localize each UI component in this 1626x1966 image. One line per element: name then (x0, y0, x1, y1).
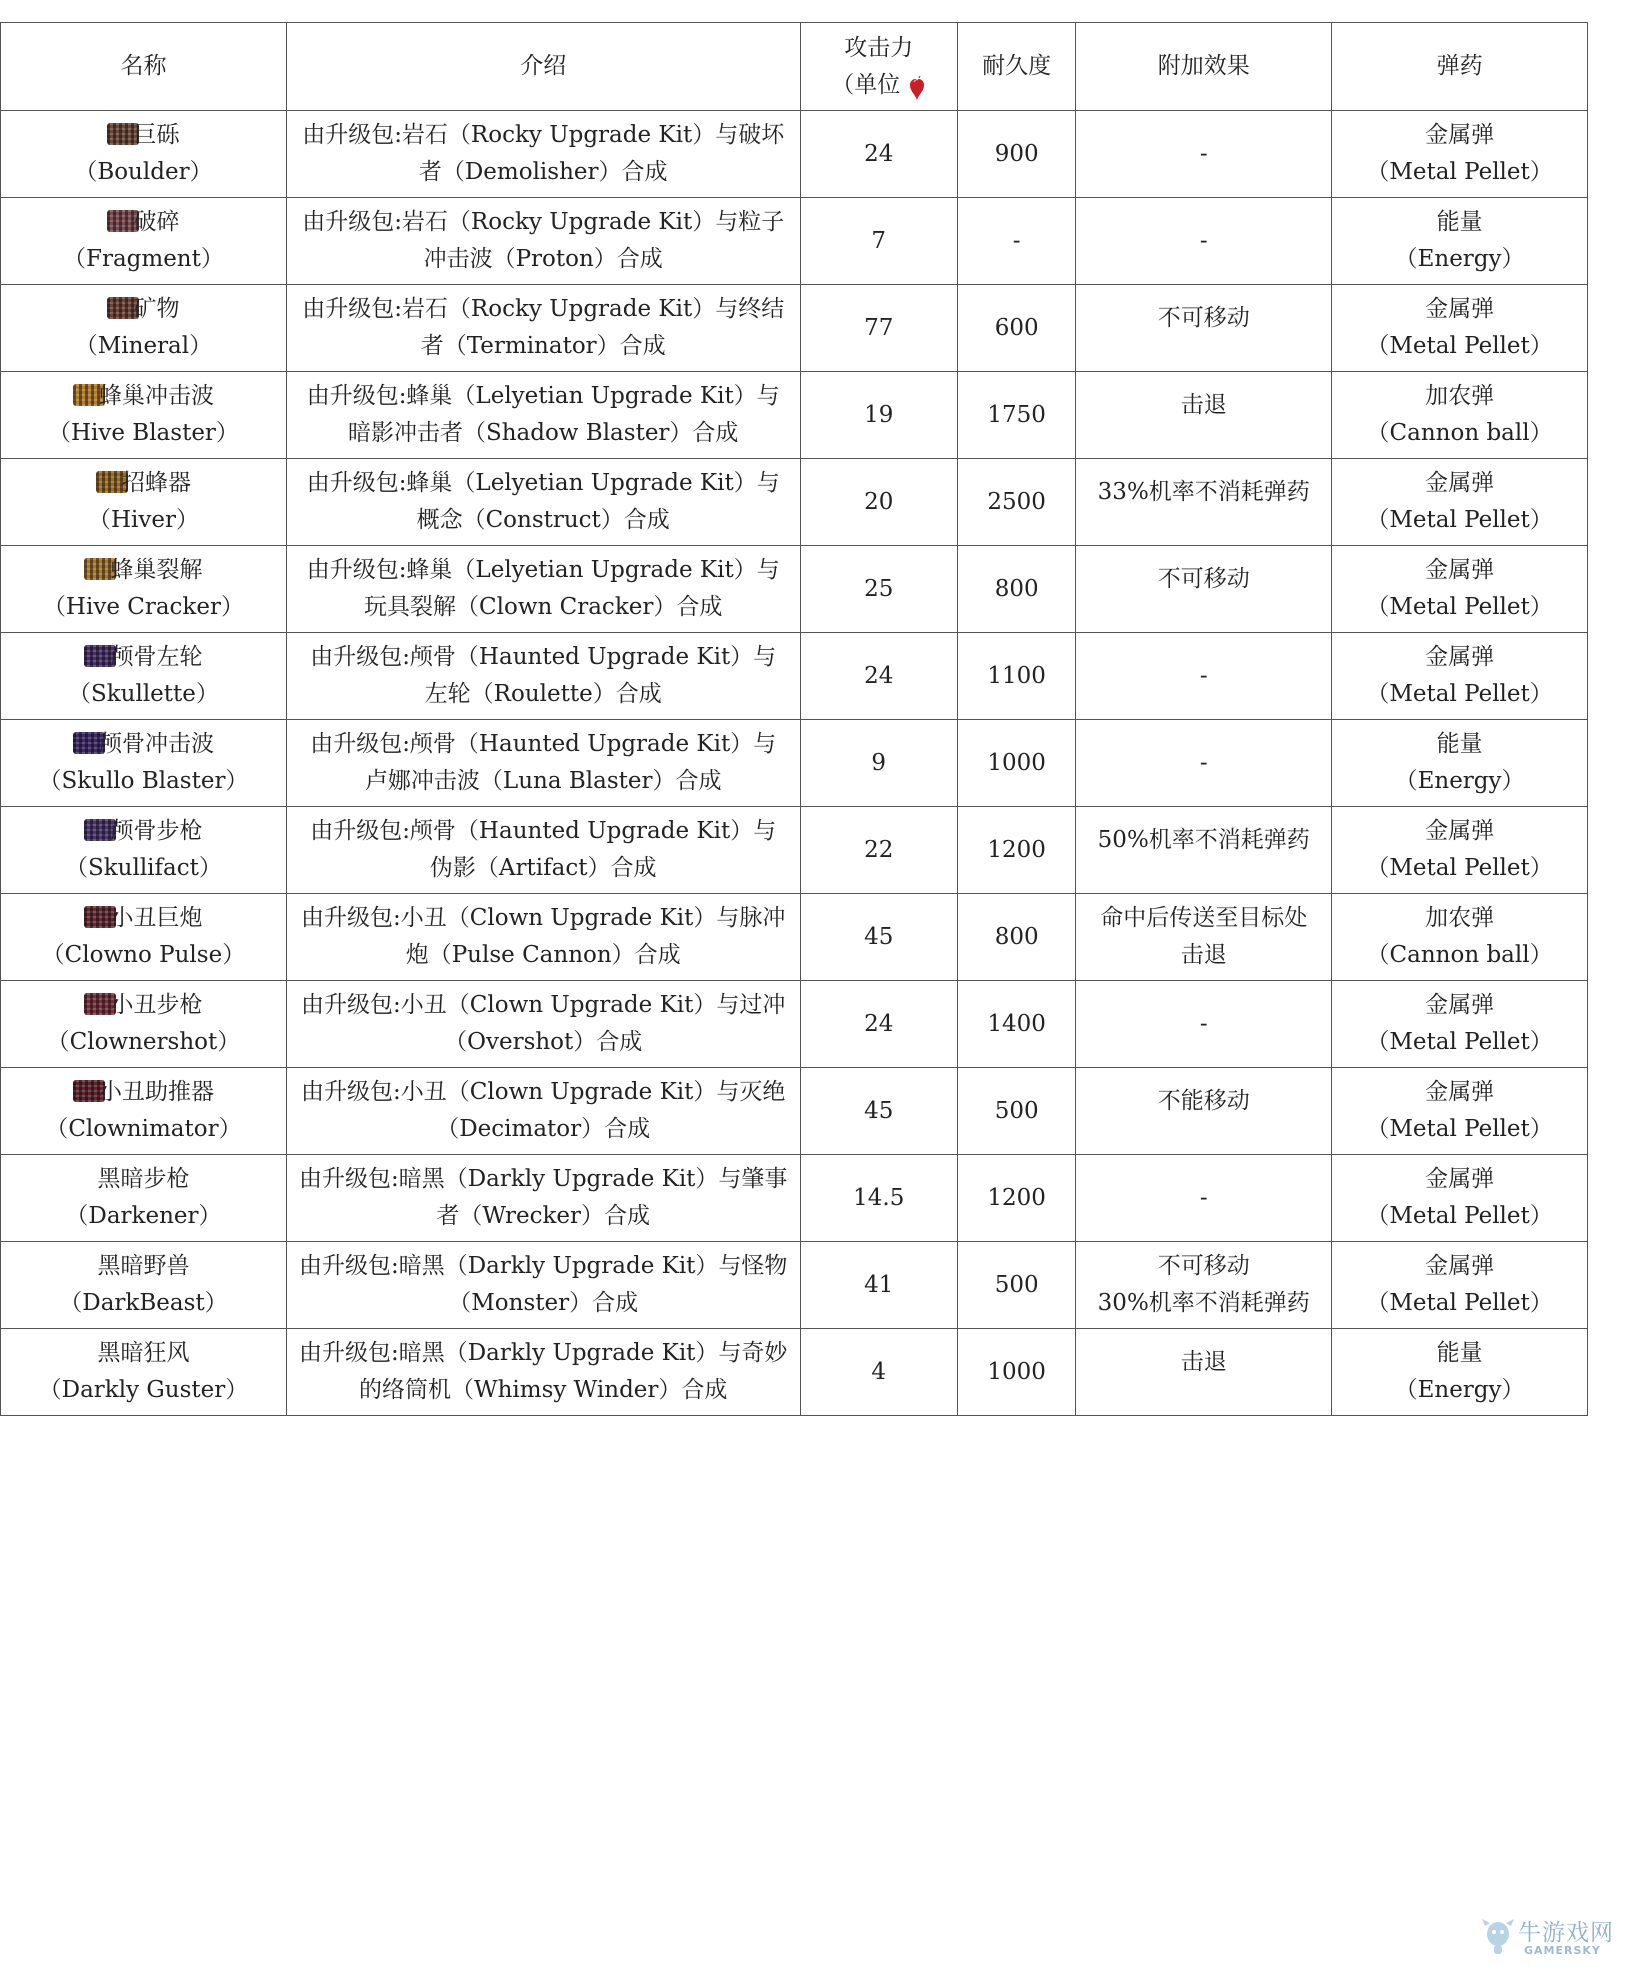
cell-desc: 由升级包:颅骨（Haunted Upgrade Kit）与伪影（Artifact）合成 (286, 807, 800, 894)
effect-line: 30%机率不消耗弹药 (1097, 1290, 1310, 1316)
ammo-cn: 加农弹 (1425, 383, 1495, 409)
cell-effect (1076, 285, 1332, 372)
name-cn: 蜂巢裂解 (110, 557, 203, 583)
ammo-cn: 金属弹 (1425, 296, 1495, 322)
cell-desc: 由升级包:小丑（Clown Upgrade Kit）与过冲（Overshot）合成 (286, 981, 800, 1068)
cell-name (1, 981, 287, 1068)
ammo-en: （Metal Pellet） (1366, 1290, 1553, 1316)
cell-durability: 500 (957, 1242, 1075, 1329)
ammo-en: （Metal Pellet） (1366, 855, 1553, 881)
name-cn: 小丑助推器 (98, 1079, 214, 1105)
header-row (1, 23, 1588, 111)
cell-name (1, 720, 287, 807)
name-cn: 蜂巢冲击波 (98, 383, 214, 409)
cell-name (1, 459, 287, 546)
name-cn: 招蜂器 (121, 470, 191, 496)
header-attack-line2 (809, 67, 949, 104)
cell-desc: 由升级包:蜂巢（Lelyetian Upgrade Kit）与玩具裂解（Clown Cracker）合成 (286, 546, 800, 633)
cell-effect (1076, 459, 1332, 546)
cell-effect (1076, 372, 1332, 459)
ammo-en: （Energy） (1394, 246, 1525, 272)
cell-ammo (1332, 1155, 1588, 1242)
cell-durability: 2500 (957, 459, 1075, 546)
ammo-en: （Energy） (1394, 768, 1525, 794)
cell-effect (1076, 1242, 1332, 1329)
effect-line: - (1199, 140, 1208, 167)
cell-ammo (1332, 807, 1588, 894)
cell-ammo (1332, 633, 1588, 720)
ammo-en: （Metal Pellet） (1366, 333, 1553, 359)
ammo-cn: 金属弹 (1425, 557, 1495, 583)
cell-durability: 1000 (957, 1329, 1075, 1416)
ammo-cn: 金属弹 (1425, 1253, 1495, 1279)
table-row (1, 894, 1588, 981)
watermark (1480, 1912, 1620, 1962)
cell-name (1, 1329, 287, 1416)
cell-desc: 由升级包:颅骨（Haunted Upgrade Kit）与卢娜冲击波（Luna Blaster）合成 (286, 720, 800, 807)
ammo-en: （Cannon ball） (1366, 942, 1553, 968)
ammo-cn: 金属弹 (1425, 122, 1495, 148)
cell-name (1, 894, 287, 981)
cell-durability: 900 (957, 111, 1075, 198)
table-row (1, 546, 1588, 633)
cell-name (1, 111, 287, 198)
table-row (1, 633, 1588, 720)
ammo-en: （Metal Pellet） (1366, 507, 1553, 533)
name-line (9, 1074, 278, 1111)
cell-name (1, 198, 287, 285)
cell-desc: 由升级包:岩石（Rocky Upgrade Kit）与破坏者（Demolisher）合成 (286, 111, 800, 198)
cell-attack: 45 (800, 894, 957, 981)
effect-line: 不可移动 (1157, 304, 1250, 331)
effect-line: 命中后传送至目标处 (1100, 905, 1308, 931)
cell-ammo (1332, 1068, 1588, 1155)
name-en: （Skullifact） (64, 855, 222, 881)
name-line (9, 1248, 278, 1285)
name-cn: 颅骨步枪 (110, 818, 203, 844)
ammo-en: （Metal Pellet） (1366, 159, 1553, 185)
name-line (9, 117, 278, 154)
effect-line: 击退 (1180, 1348, 1227, 1375)
ammo-en: （Metal Pellet） (1366, 1029, 1553, 1055)
name-cn: 黑暗野兽 (97, 1253, 190, 1279)
ammo-cn: 加农弹 (1425, 905, 1495, 931)
name-en: （Skullo Blaster） (38, 768, 249, 794)
cell-durability: 1750 (957, 372, 1075, 459)
cell-attack: 41 (800, 1242, 957, 1329)
table-row (1, 1329, 1588, 1416)
ammo-en: （Metal Pellet） (1366, 594, 1553, 620)
cell-desc: 由升级包:岩石（Rocky Upgrade Kit）与粒子冲击波（Proton）合成 (286, 198, 800, 285)
ammo-cn: 金属弹 (1425, 818, 1495, 844)
effect-line: - (1199, 662, 1208, 689)
name-en: （Mineral） (74, 333, 213, 359)
ammo-cn: 金属弹 (1425, 470, 1495, 496)
cell-durability: 1000 (957, 720, 1075, 807)
name-cn: 矿物 (133, 296, 180, 322)
cell-durability: 500 (957, 1068, 1075, 1155)
ammo-cn: 能量 (1436, 209, 1483, 235)
cell-attack: 24 (800, 111, 957, 198)
name-en: （Hive Cracker） (42, 594, 244, 620)
cell-name (1, 633, 287, 720)
name-line (9, 465, 278, 502)
cell-name (1, 1068, 287, 1155)
effect-line: 不能移动 (1157, 1087, 1250, 1114)
cell-desc: 由升级包:暗黑（Darkly Upgrade Kit）与肇事者（Wrecker）合成 (286, 1155, 800, 1242)
name-line (9, 1335, 278, 1372)
name-en: （Clownershot） (46, 1029, 241, 1055)
name-line (9, 552, 278, 589)
effect-line: 不可移动 (1157, 1253, 1250, 1279)
name-en: （Boulder） (74, 159, 213, 185)
table-row (1, 198, 1588, 285)
name-line (9, 204, 278, 241)
table-row (1, 285, 1588, 372)
name-line (9, 813, 278, 850)
header-attack-unit: （单位 (831, 71, 901, 98)
cell-effect (1076, 1155, 1332, 1242)
cell-durability: 1200 (957, 1155, 1075, 1242)
ammo-en: （Energy） (1394, 1377, 1525, 1403)
name-cn: 小丑步枪 (110, 992, 203, 1018)
effect-line: 33%机率不消耗弹药 (1097, 478, 1310, 505)
cell-name (1, 285, 287, 372)
name-cn: 小丑巨炮 (110, 905, 203, 931)
header-attack (800, 23, 957, 111)
name-cn: 颅骨冲击波 (98, 731, 214, 757)
effect-line: - (1199, 1184, 1208, 1211)
effect-line: - (1199, 227, 1208, 254)
name-line (9, 900, 278, 937)
table-row (1, 1155, 1588, 1242)
cell-ammo (1332, 894, 1588, 981)
cell-effect (1076, 198, 1332, 285)
name-en: （Darkener） (65, 1203, 222, 1229)
cell-desc: 由升级包:岩石（Rocky Upgrade Kit）与终结者（Terminator）合成 (286, 285, 800, 372)
ammo-en: （Metal Pellet） (1366, 1203, 1553, 1229)
name-en: （Hiver） (87, 507, 199, 533)
cell-attack: 7 (800, 198, 957, 285)
cell-ammo (1332, 1242, 1588, 1329)
cell-ammo (1332, 981, 1588, 1068)
name-line (9, 1161, 278, 1198)
cell-durability: 1200 (957, 807, 1075, 894)
cell-effect (1076, 807, 1332, 894)
table-row (1, 720, 1588, 807)
cell-effect (1076, 894, 1332, 981)
effect-line: 击退 (1180, 942, 1227, 968)
ammo-cn: 金属弹 (1425, 1166, 1495, 1192)
table-row (1, 981, 1588, 1068)
ammo-cn: 能量 (1436, 1340, 1483, 1366)
ammo-en: （Metal Pellet） (1366, 1116, 1553, 1142)
header-ammo: 弹药 (1332, 23, 1588, 111)
cell-effect (1076, 1068, 1332, 1155)
effect-line: 击退 (1180, 391, 1227, 418)
cell-durability: 1100 (957, 633, 1075, 720)
cell-effect (1076, 981, 1332, 1068)
ammo-cn: 能量 (1436, 731, 1483, 757)
cell-desc: 由升级包:小丑（Clown Upgrade Kit）与脉冲炮（Pulse Cannon）合成 (286, 894, 800, 981)
table-row (1, 1242, 1588, 1329)
header-durability: 耐久度 (957, 23, 1075, 111)
table-body (1, 111, 1588, 1416)
ammo-cn: 金属弹 (1425, 1079, 1495, 1105)
name-en: （Skullette） (67, 681, 219, 707)
cell-attack: 19 (800, 372, 957, 459)
cell-desc: 由升级包:暗黑（Darkly Upgrade Kit）与奇妙的络筒机（Whimsy Winder）合成 (286, 1329, 800, 1416)
name-line (9, 639, 278, 676)
cell-name (1, 1242, 287, 1329)
table-row (1, 807, 1588, 894)
ammo-cn: 金属弹 (1425, 644, 1495, 670)
cell-attack: 14.5 (800, 1155, 957, 1242)
cell-name (1, 546, 287, 633)
header-name: 名称 (1, 23, 287, 111)
cell-attack: 24 (800, 981, 957, 1068)
cell-ammo (1332, 198, 1588, 285)
cell-name (1, 372, 287, 459)
table-row (1, 1068, 1588, 1155)
name-line (9, 378, 278, 415)
name-en: （DarkBeast） (59, 1290, 228, 1316)
cell-durability: - (957, 198, 1075, 285)
cell-effect (1076, 633, 1332, 720)
cell-effect (1076, 546, 1332, 633)
cell-ammo (1332, 459, 1588, 546)
cell-attack: 22 (800, 807, 957, 894)
cell-attack: 4 (800, 1329, 957, 1416)
cell-attack: 24 (800, 633, 957, 720)
cell-attack: 77 (800, 285, 957, 372)
header-desc: 介绍 (286, 23, 800, 111)
name-cn: 巨砾 (133, 122, 180, 148)
header-effect: 附加效果 (1076, 23, 1332, 111)
watermark-sub: GAMERSKY (1524, 1944, 1601, 1957)
cell-durability: 600 (957, 285, 1075, 372)
header-attack-line1: 攻击力 (844, 34, 914, 61)
effect-line: - (1199, 749, 1208, 776)
cell-ammo (1332, 546, 1588, 633)
table-row (1, 372, 1588, 459)
cell-desc: 由升级包:暗黑（Darkly Upgrade Kit）与怪物（Monster）合成 (286, 1242, 800, 1329)
name-cn: 黑暗狂风 (97, 1340, 190, 1366)
effect-line: 不可移动 (1157, 565, 1250, 592)
name-en: （Darkly Guster） (38, 1377, 249, 1403)
cell-effect (1076, 111, 1332, 198)
name-cn: 破碎 (133, 209, 180, 235)
name-en: （Clownimator） (45, 1116, 242, 1142)
mascot-icon (1480, 1916, 1516, 1956)
effect-line: - (1199, 1010, 1208, 1037)
cell-durability: 800 (957, 546, 1075, 633)
cell-attack: 20 (800, 459, 957, 546)
cell-desc: 由升级包:蜂巢（Lelyetian Upgrade Kit）与概念（Construct）合成 (286, 459, 800, 546)
name-en: （Hive Blaster） (47, 420, 239, 446)
cell-desc: 由升级包:蜂巢（Lelyetian Upgrade Kit）与暗影冲击者（Shadow Blaster）合成 (286, 372, 800, 459)
name-cn: 黑暗步枪 (97, 1166, 190, 1192)
cell-ammo (1332, 372, 1588, 459)
weapons-table (0, 22, 1588, 1416)
ammo-cn: 金属弹 (1425, 992, 1495, 1018)
ammo-en: （Cannon ball） (1366, 420, 1553, 446)
cell-attack: 45 (800, 1068, 957, 1155)
watermark-text: 牛游戏网 (1518, 1920, 1614, 1946)
name-line (9, 987, 278, 1024)
table-row (1, 111, 1588, 198)
cell-durability: 1400 (957, 981, 1075, 1068)
name-en: （Fragment） (63, 246, 224, 272)
cell-attack: 9 (800, 720, 957, 807)
cell-ammo (1332, 1329, 1588, 1416)
cell-effect (1076, 1329, 1332, 1416)
cell-desc: 由升级包:颅骨（Haunted Upgrade Kit）与左轮（Roulette）合成 (286, 633, 800, 720)
cell-effect (1076, 720, 1332, 807)
cell-name (1, 1155, 287, 1242)
cell-ammo (1332, 111, 1588, 198)
cell-desc: 由升级包:小丑（Clown Upgrade Kit）与灭绝（Decimator）合成 (286, 1068, 800, 1155)
name-line (9, 726, 278, 763)
cell-durability: 800 (957, 894, 1075, 981)
effect-line: 50%机率不消耗弹药 (1097, 826, 1310, 853)
table-row (1, 459, 1588, 546)
cell-name (1, 807, 287, 894)
heart-icon (908, 76, 926, 102)
ammo-en: （Metal Pellet） (1366, 681, 1553, 707)
cell-attack: 25 (800, 546, 957, 633)
name-cn: 颅骨左轮 (110, 644, 203, 670)
name-line (9, 291, 278, 328)
name-en: （Clowno Pulse） (41, 942, 246, 968)
cell-ammo (1332, 720, 1588, 807)
cell-ammo (1332, 285, 1588, 372)
